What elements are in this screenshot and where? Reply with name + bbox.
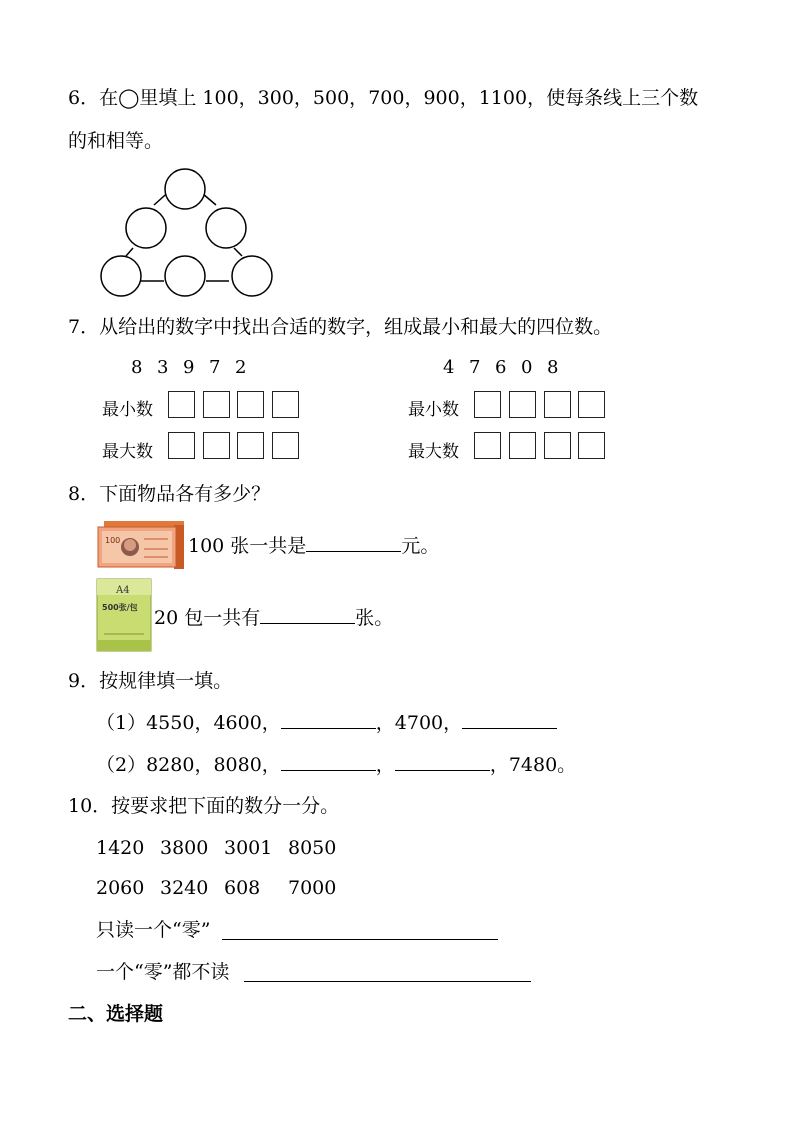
line-left-lower xyxy=(126,248,133,256)
digit: 6 xyxy=(495,357,507,378)
q8-item2-blank[interactable] xyxy=(260,605,355,624)
q8-title: 8．下面物品各有多少？ xyxy=(68,483,271,505)
answer-box[interactable] xyxy=(203,432,230,459)
q9-row1-blank2[interactable] xyxy=(462,710,557,729)
answer-box[interactable] xyxy=(272,391,299,418)
read-one-zero-answer-line[interactable] xyxy=(222,939,498,940)
banknote-stack-image xyxy=(96,519,186,569)
q9-row2-end: ，7480。 xyxy=(489,754,577,776)
answer-box[interactable] xyxy=(578,432,605,459)
answer-box[interactable] xyxy=(578,391,605,418)
q9-row1-blank1[interactable] xyxy=(281,710,376,729)
q8-item1 xyxy=(188,533,439,558)
digit: 7 xyxy=(209,357,221,378)
number-item: 2060 xyxy=(96,877,145,899)
digit: 2 xyxy=(235,357,247,378)
q9-row2-blank1[interactable] xyxy=(281,752,376,771)
read-no-zero-label: 一个“零”都不读 xyxy=(96,961,230,983)
banknote-value-text: 100 xyxy=(105,536,121,545)
answer-box[interactable] xyxy=(203,391,230,418)
triangle-circle-diagram xyxy=(96,163,278,301)
q7-right-digits xyxy=(443,357,573,378)
digit: 7 xyxy=(469,357,481,378)
number-item: 1420 xyxy=(96,837,145,859)
answer-box[interactable] xyxy=(544,432,571,459)
digit: 0 xyxy=(521,357,533,378)
q9-row1-mid: ，4700， xyxy=(375,712,463,734)
answer-box[interactable] xyxy=(272,432,299,459)
q8-item2-suffix: 张。 xyxy=(355,607,394,629)
q9-row1-start: （1）4550，4600， xyxy=(96,712,281,734)
q8-item1-prefix: 100 张一共是 xyxy=(188,535,307,557)
number-item: 3001 xyxy=(224,837,273,859)
answer-box[interactable] xyxy=(474,432,501,459)
circle-bottom-left[interactable] xyxy=(101,256,141,296)
circle-bottom-mid[interactable] xyxy=(165,256,205,296)
number-item: 3800 xyxy=(160,837,209,859)
answer-box[interactable] xyxy=(509,432,536,459)
number-item: 3240 xyxy=(160,877,209,899)
circle-mid-left[interactable] xyxy=(126,208,166,248)
q10-title: 10．按要求把下面的数分一分。 xyxy=(68,795,340,817)
q9-row2-start: （2）8280，8080， xyxy=(96,754,281,776)
q6-line2: 的和相等。 xyxy=(68,130,164,152)
digit: 4 xyxy=(443,357,455,378)
q9-row2-blank2[interactable] xyxy=(395,752,490,771)
min-label-left: 最小数 xyxy=(102,400,153,420)
q9-row1 xyxy=(96,710,557,735)
number-item: 608 xyxy=(224,877,261,899)
circle-top[interactable] xyxy=(165,169,205,209)
q10-number-row-2 xyxy=(96,876,336,900)
answer-box[interactable] xyxy=(168,432,195,459)
q8-item1-blank[interactable] xyxy=(306,533,401,552)
section-2-title: 二、选择题 xyxy=(68,1003,164,1025)
max-label-right: 最大数 xyxy=(408,442,459,462)
max-label-left: 最大数 xyxy=(102,442,153,462)
answer-box[interactable] xyxy=(474,391,501,418)
q9-row2 xyxy=(96,752,576,777)
q9-row2-sep: ， xyxy=(375,754,395,776)
read-no-zero-answer-line[interactable] xyxy=(244,981,531,982)
q10-number-row-1 xyxy=(96,836,336,860)
min-label-right: 最小数 xyxy=(408,400,459,420)
digit: 8 xyxy=(131,357,143,378)
paper-count-text: 500张/包 xyxy=(102,603,138,612)
circle-mid-right[interactable] xyxy=(206,208,246,248)
q8-item2 xyxy=(154,605,393,630)
answer-box[interactable] xyxy=(168,391,195,418)
line-right-lower xyxy=(234,248,242,256)
paper-size-text: A4 xyxy=(116,585,130,596)
number-item: 8050 xyxy=(288,837,337,859)
q9-title: 9．按规律填一填。 xyxy=(68,670,233,692)
answer-box[interactable] xyxy=(237,432,264,459)
answer-box[interactable] xyxy=(237,391,264,418)
circle-bottom-right[interactable] xyxy=(232,256,272,296)
answer-box[interactable] xyxy=(509,391,536,418)
q7-left-digits xyxy=(131,357,261,378)
q8-item2-prefix: 20 包一共有 xyxy=(154,607,261,629)
digit: 8 xyxy=(547,357,559,378)
a4-paper-pack-image xyxy=(96,578,154,654)
digit: 9 xyxy=(183,357,195,378)
read-one-zero-label: 只读一个“零” xyxy=(96,919,211,941)
q7-title: 7．从给出的数字中找出合适的数字，组成最小和最大的四位数。 xyxy=(68,316,613,338)
answer-box[interactable] xyxy=(544,391,571,418)
digit: 3 xyxy=(157,357,169,378)
q8-item1-suffix: 元。 xyxy=(401,535,440,557)
q6-line1: 6．在◯里填上 100，300，500，700，900，1100，使每条线上三个数 xyxy=(68,87,699,109)
number-item: 7000 xyxy=(288,877,337,899)
